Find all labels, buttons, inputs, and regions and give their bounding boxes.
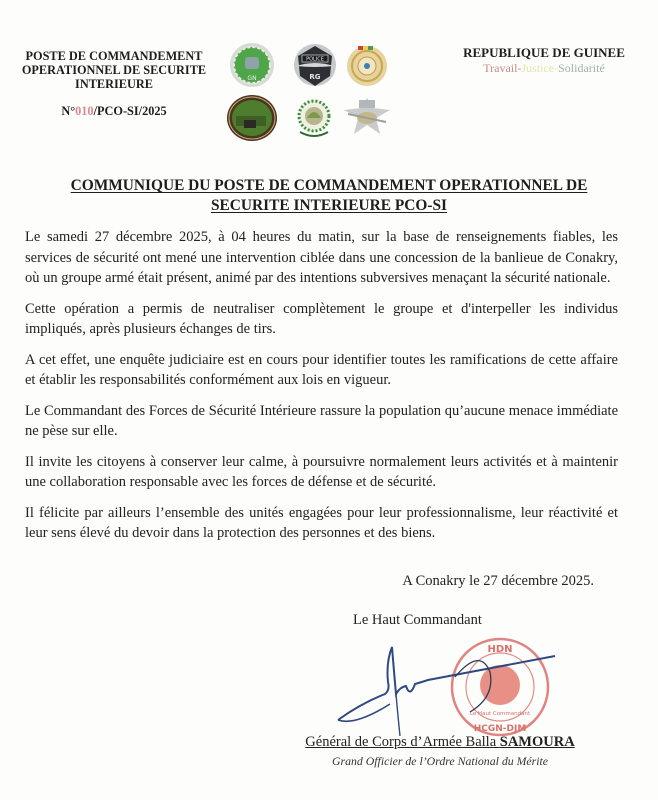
silver-winged-emblem-icon: [340, 96, 394, 136]
svg-text:HDN: HDN: [487, 644, 513, 655]
issuer-line: INTERIEURE: [75, 77, 153, 91]
paragraph: Cette opération a permis de neutraliser complètement le groupe et d'interpeller les individus impliqués, après plusieurs échanges de tirs.: [25, 300, 618, 337]
issuer-line: OPERATIONNEL DE SECURITE: [21, 63, 207, 77]
reference-number: [8, 104, 220, 118]
issuer-line: POSTE DE COMMANDEMENT: [25, 49, 203, 63]
country-block: [446, 45, 642, 76]
gold-crest-emblem-icon: [344, 42, 390, 88]
national-motto: [446, 61, 642, 76]
brown-forest-emblem-icon: [226, 94, 278, 142]
green-circular-emblem-icon: [228, 42, 276, 88]
reference-prefix: N°: [61, 104, 76, 118]
svg-text:RG: RG: [309, 73, 321, 81]
motto-word-solidarite: Solidarité: [558, 61, 605, 75]
svg-text:GN: GN: [247, 75, 257, 82]
motto-word-justice: Justice-: [521, 61, 559, 75]
reference-serial: 010: [75, 104, 94, 118]
paragraph: A cet effet, une enquête judiciaire est en cours pour identifier toutes les ramifications de cette affaire et établir les responsabilités conformément aux lois en vigueur.: [25, 351, 618, 388]
place-and-date: A Conakry le 27 décembre 2025.: [402, 573, 594, 589]
reference-suffix: /PCO-SI/2025: [93, 104, 167, 118]
police-emblem-icon: [290, 42, 340, 88]
document-body: [25, 227, 618, 554]
green-wreath-emblem-icon: [294, 96, 334, 142]
signatory-rank: Général de Corps d’Armée Balla: [305, 734, 500, 750]
title-line-1: COMMUNIQUE DU POSTE DE COMMANDEMENT OPERATIONNEL DE: [70, 177, 588, 194]
svg-text:POLICE: POLICE: [306, 56, 324, 63]
document-title: [20, 176, 638, 216]
paragraph: Il invite les citoyens à conserver leur calme, à poursuivre normalement leurs activités et à maintenir une collaboration responsable avec les forces de défense et de sécurité.: [25, 453, 618, 490]
paragraph: Le Commandant des Forces de Sécurité Intérieure rassure la population qu’aucune menace immédiate ne pèse sur elle.: [25, 402, 618, 439]
handwritten-signature-icon: [330, 642, 560, 747]
motto-word-travail: Travail-: [483, 61, 522, 75]
signatory-distinction: Grand Officier de l’Ordre National du Mérite: [331, 754, 549, 768]
signatory-name: [290, 734, 590, 751]
paragraph: Le samedi 27 décembre 2025, à 04 heures du matin, sur la base de renseignements fiables, les services de sécurité ont mené une intervention ciblée dans une concession de la banlieue de Conakry, où un groupe armé était présent, animé par des intentions subversives menaçant la sécurité nationale.: [25, 229, 618, 286]
signatory-surname: SAMOURA: [499, 734, 575, 750]
emblems-group: [226, 40, 406, 145]
title-line-2: SECURITE INTERIEURE PCO-SI: [210, 197, 448, 214]
paragraph: Il félicite par ailleurs l’ensemble des unités engagées pour leur professionnalisme, leur réactivité et leur sens élevé du devoir dans la protection des personnes et des biens.: [25, 504, 618, 541]
signatory-title: Le Haut Commandant: [353, 612, 482, 628]
svg-text:HCGN-DJM: HCGN-DJM: [473, 724, 527, 734]
issuer-block: [8, 49, 220, 118]
country-name: REPUBLIQUE DE GUINEE: [463, 45, 625, 60]
svg-text:Le Haut Commandant: Le Haut Commandant: [469, 711, 531, 717]
